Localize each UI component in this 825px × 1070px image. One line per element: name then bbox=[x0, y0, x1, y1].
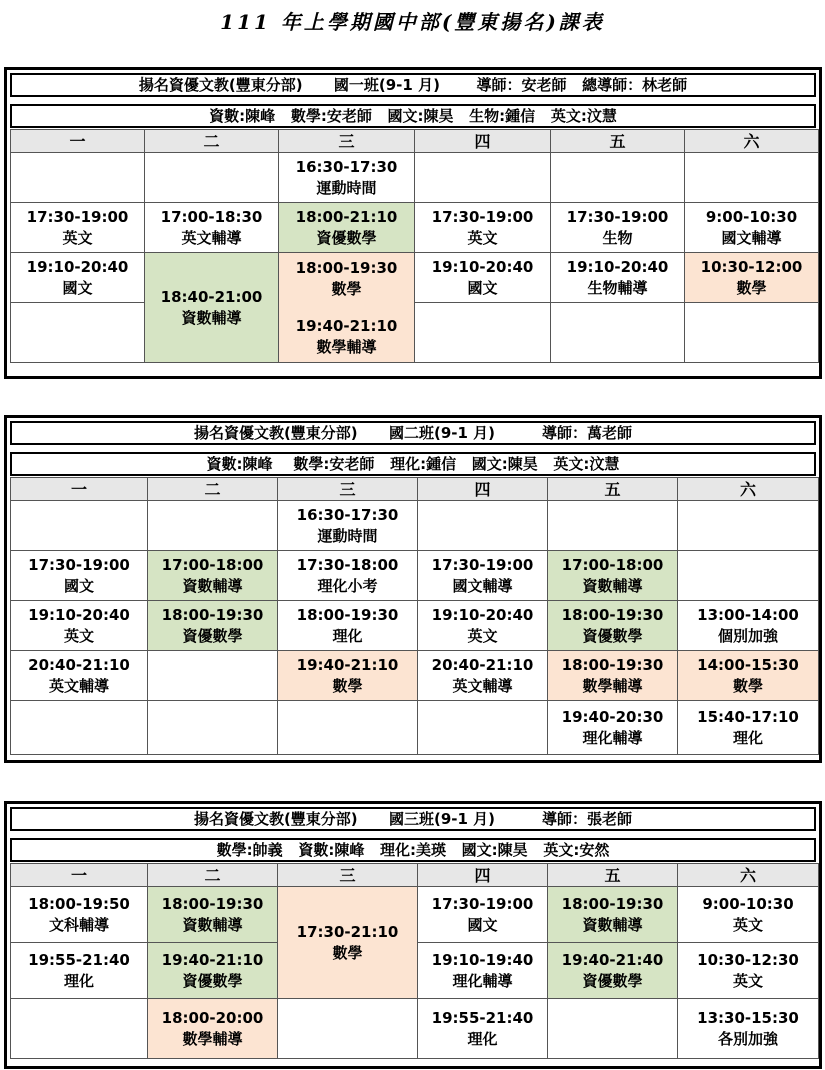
day-header: 二 bbox=[148, 478, 278, 501]
time-range: 17:30-19:00 bbox=[26, 207, 129, 226]
class-cell bbox=[678, 701, 819, 755]
time-range: 19:10-20:40 bbox=[26, 257, 129, 276]
day-header: 五 bbox=[551, 130, 685, 153]
class-cell bbox=[415, 253, 551, 303]
subject-name: 生物輔導 bbox=[587, 278, 648, 297]
class-cell bbox=[279, 153, 415, 203]
time-range: 18:00-19:30 bbox=[561, 605, 664, 624]
subject-name: 數學 bbox=[331, 279, 362, 298]
time-range: 20:40-21:10 bbox=[28, 655, 130, 674]
class-cell bbox=[145, 203, 279, 253]
time-range: 19:40-21:40 bbox=[561, 950, 664, 969]
subject-name: 國文 bbox=[62, 278, 93, 297]
class-cell bbox=[418, 501, 548, 551]
day-header: 六 bbox=[678, 864, 819, 887]
class-header: 揚名資優文教(豐東分部) 國二班(9-1 月) 導師：萬老師 bbox=[10, 421, 816, 445]
subject-name: 資優數學 bbox=[182, 971, 243, 990]
day-header: 四 bbox=[415, 130, 551, 153]
class-header: 揚名資優文教(豐東分部) 國三班(9-1 月) 導師：張老師 bbox=[10, 807, 816, 831]
time-range: 17:00-18:00 bbox=[161, 555, 264, 574]
class-cell bbox=[11, 887, 148, 943]
class-cell bbox=[148, 551, 278, 601]
class-cell bbox=[148, 701, 278, 755]
day-header: 一 bbox=[11, 130, 145, 153]
class-cell bbox=[551, 203, 685, 253]
time-range: 19:40-21:10 bbox=[296, 655, 399, 674]
subject-name: 運動時間 bbox=[317, 526, 378, 545]
class-cell bbox=[685, 303, 819, 363]
class-cell bbox=[11, 601, 148, 651]
day-header: 一 bbox=[11, 478, 148, 501]
class-cell bbox=[418, 601, 548, 651]
time-range: 17:30-19:00 bbox=[431, 207, 534, 226]
time-range: 13:30-15:30 bbox=[697, 1008, 799, 1027]
time-row bbox=[11, 999, 819, 1059]
subject-name: 數學 bbox=[736, 278, 767, 297]
subject-name: 資優數學 bbox=[582, 626, 643, 645]
time-row bbox=[11, 651, 819, 701]
time-range: 19:55-21:40 bbox=[431, 1008, 534, 1027]
class-cell bbox=[278, 999, 418, 1059]
time-range: 18:00-19:30 bbox=[161, 894, 264, 913]
class-cell bbox=[678, 551, 819, 601]
class-cell bbox=[418, 701, 548, 755]
teacher-roster: 資數:陳峰 數學:安老師 理化:鍾信 國文:陳昊 英文:汶慧 bbox=[10, 452, 816, 476]
subject-name: 英文 bbox=[63, 626, 94, 645]
subject-name: 個別加強 bbox=[717, 626, 778, 645]
class-cell bbox=[11, 551, 148, 601]
time-range: 19:40-21:10 bbox=[161, 950, 264, 969]
timetable-grid bbox=[10, 477, 819, 755]
day-header: 六 bbox=[685, 130, 819, 153]
time-row bbox=[11, 551, 819, 601]
teacher-roster: 資數:陳峰 數學:安老師 國文:陳昊 生物:鍾信 英文:汶慧 bbox=[10, 104, 816, 128]
class-cell bbox=[278, 887, 418, 999]
class-cell bbox=[418, 943, 548, 999]
subject-name: 國文輔導 bbox=[721, 228, 782, 247]
subject-name: 數學輔導 bbox=[316, 337, 377, 356]
teacher-roster: 數學:帥義 資數:陳峰 理化:美瑛 國文:陳昊 英文:安然 bbox=[10, 838, 816, 862]
class-cell bbox=[551, 153, 685, 203]
time-range: 19:10-20:40 bbox=[431, 257, 534, 276]
time-range: 9:00-10:30 bbox=[702, 894, 794, 913]
timetable-grid bbox=[10, 129, 819, 363]
subject-name: 國文 bbox=[63, 576, 94, 595]
subject-name: 運動時間 bbox=[316, 178, 377, 197]
class-cell bbox=[685, 253, 819, 303]
subject-name: 數學 bbox=[332, 943, 363, 962]
time-range: 20:40-21:10 bbox=[431, 655, 534, 674]
subject-name: 數學輔導 bbox=[182, 1029, 243, 1048]
day-header: 三 bbox=[278, 478, 418, 501]
class-cell bbox=[278, 701, 418, 755]
time-range: 18:00-19:30 bbox=[295, 258, 398, 277]
class-cell bbox=[148, 943, 278, 999]
class-cell bbox=[548, 601, 678, 651]
class-cell bbox=[418, 999, 548, 1059]
time-range: 16:30-17:30 bbox=[295, 157, 398, 176]
class-cell bbox=[11, 153, 145, 203]
time-row bbox=[11, 203, 819, 253]
subject-name: 資優數學 bbox=[182, 626, 243, 645]
time-range: 17:00-18:00 bbox=[561, 555, 664, 574]
class-cell bbox=[278, 551, 418, 601]
time-range: 18:00-19:30 bbox=[161, 605, 264, 624]
class-cell bbox=[148, 999, 278, 1059]
class-cell bbox=[685, 153, 819, 203]
time-range: 19:10-19:40 bbox=[431, 950, 534, 969]
class-cell bbox=[11, 701, 148, 755]
class-cell bbox=[548, 651, 678, 701]
class-cell bbox=[11, 303, 145, 363]
time-row bbox=[11, 601, 819, 651]
time-range: 18:00-20:00 bbox=[161, 1008, 264, 1027]
subject-name: 理化小考 bbox=[317, 576, 378, 595]
subject-name: 理化 bbox=[732, 728, 763, 747]
class-cell bbox=[415, 153, 551, 203]
time-range: 19:40-20:30 bbox=[561, 707, 664, 726]
subject-name: 理化 bbox=[332, 626, 363, 645]
class-cell bbox=[551, 303, 685, 363]
subject-name: 英文 bbox=[732, 915, 763, 934]
day-header: 五 bbox=[548, 864, 678, 887]
time-row bbox=[11, 501, 819, 551]
page-title: 111 年上學期國中部(豐東揚名)課表 bbox=[220, 10, 605, 34]
subject-name: 理化 bbox=[63, 971, 94, 990]
class-cell bbox=[11, 651, 148, 701]
time-range: 10:30-12:30 bbox=[697, 950, 799, 969]
class-cell bbox=[148, 501, 278, 551]
time-range: 17:30-19:00 bbox=[566, 207, 669, 226]
class-header: 揚名資優文教(豐東分部) 國一班(9-1 月) 導師：安老師 總導師：林老師 bbox=[10, 73, 816, 97]
subject-name: 英文輔導 bbox=[48, 676, 109, 695]
subject-name: 國文 bbox=[467, 278, 498, 297]
class-slot bbox=[279, 258, 414, 300]
time-range: 16:30-17:30 bbox=[296, 505, 399, 524]
subject-name: 理化輔導 bbox=[582, 728, 643, 747]
class-cell bbox=[551, 253, 685, 303]
subject-name: 文科輔導 bbox=[48, 915, 109, 934]
schedule-grade-2 bbox=[4, 415, 822, 763]
class-cell bbox=[678, 651, 819, 701]
class-cell bbox=[278, 651, 418, 701]
class-cell bbox=[145, 253, 279, 363]
time-range: 18:00-21:10 bbox=[295, 207, 398, 226]
subject-name: 國文 bbox=[467, 915, 498, 934]
class-cell bbox=[678, 999, 819, 1059]
subject-name: 理化輔導 bbox=[452, 971, 513, 990]
day-header: 四 bbox=[418, 478, 548, 501]
class-cell bbox=[548, 551, 678, 601]
class-cell bbox=[148, 601, 278, 651]
day-header: 一 bbox=[11, 864, 148, 887]
time-row bbox=[11, 153, 819, 203]
day-header: 三 bbox=[278, 864, 418, 887]
time-range: 17:30-19:00 bbox=[431, 555, 534, 574]
time-range: 9:00-10:30 bbox=[705, 207, 798, 226]
time-range: 17:30-21:10 bbox=[296, 922, 399, 941]
time-range: 19:40-21:10 bbox=[295, 316, 398, 335]
class-cell bbox=[278, 601, 418, 651]
day-header: 三 bbox=[279, 130, 415, 153]
class-cell bbox=[415, 303, 551, 363]
day-header: 二 bbox=[145, 130, 279, 153]
subject-name: 數學輔導 bbox=[582, 676, 643, 695]
class-cell bbox=[548, 887, 678, 943]
subject-name: 各別加強 bbox=[717, 1029, 778, 1048]
time-range: 18:40-21:00 bbox=[160, 287, 263, 306]
class-cell bbox=[11, 203, 145, 253]
subject-name: 資數輔導 bbox=[182, 576, 243, 595]
class-cell bbox=[548, 501, 678, 551]
day-header: 二 bbox=[148, 864, 278, 887]
class-cell bbox=[278, 501, 418, 551]
class-slot bbox=[279, 316, 414, 358]
time-range: 17:30-19:00 bbox=[431, 894, 534, 913]
subject-name: 英文 bbox=[62, 228, 93, 247]
class-cell bbox=[148, 651, 278, 701]
time-range: 10:30-12:00 bbox=[700, 257, 803, 276]
subject-name: 理化 bbox=[467, 1029, 498, 1048]
class-cell bbox=[678, 501, 819, 551]
day-header: 五 bbox=[548, 478, 678, 501]
time-range: 19:10-20:40 bbox=[566, 257, 669, 276]
subject-name: 國文輔導 bbox=[452, 576, 513, 595]
subject-name: 資數輔導 bbox=[582, 915, 643, 934]
class-cell bbox=[145, 153, 279, 203]
class-cell bbox=[11, 501, 148, 551]
class-cell bbox=[678, 601, 819, 651]
day-header: 六 bbox=[678, 478, 819, 501]
time-row bbox=[11, 701, 819, 755]
subject-name: 數學 bbox=[732, 676, 763, 695]
subject-name: 資數輔導 bbox=[182, 915, 243, 934]
subject-name: 生物 bbox=[602, 228, 633, 247]
subject-name: 資數輔導 bbox=[181, 308, 242, 327]
subject-name: 英文 bbox=[467, 228, 498, 247]
day-header: 四 bbox=[418, 864, 548, 887]
subject-name: 英文 bbox=[467, 626, 498, 645]
subject-name: 資數輔導 bbox=[582, 576, 643, 595]
time-row bbox=[11, 253, 819, 303]
class-cell bbox=[11, 999, 148, 1059]
class-cell bbox=[678, 887, 819, 943]
subject-name: 英文輔導 bbox=[452, 676, 513, 695]
time-range: 18:00-19:50 bbox=[28, 894, 130, 913]
subject-name: 英文輔導 bbox=[181, 228, 242, 247]
timetable-grid bbox=[10, 863, 819, 1059]
class-cell bbox=[685, 203, 819, 253]
class-cell bbox=[418, 551, 548, 601]
class-cell bbox=[279, 253, 415, 363]
time-row bbox=[11, 887, 819, 943]
schedule-grade-3 bbox=[4, 801, 822, 1069]
time-range: 18:00-19:30 bbox=[561, 655, 664, 674]
time-range: 17:30-18:00 bbox=[296, 555, 399, 574]
class-cell bbox=[548, 943, 678, 999]
class-cell bbox=[548, 701, 678, 755]
time-range: 19:55-21:40 bbox=[28, 950, 130, 969]
time-range: 18:00-19:30 bbox=[561, 894, 664, 913]
time-range: 17:30-19:00 bbox=[28, 555, 130, 574]
time-range: 18:00-19:30 bbox=[296, 605, 399, 624]
subject-name: 資優數學 bbox=[582, 971, 643, 990]
subject-name: 資優數學 bbox=[316, 228, 377, 247]
time-range: 17:00-18:30 bbox=[160, 207, 263, 226]
time-range: 13:00-14:00 bbox=[697, 605, 799, 624]
subject-name: 英文 bbox=[732, 971, 763, 990]
class-cell bbox=[418, 887, 548, 943]
class-cell bbox=[279, 203, 415, 253]
class-cell bbox=[11, 943, 148, 999]
time-range: 19:10-20:40 bbox=[28, 605, 130, 624]
time-row bbox=[11, 303, 819, 363]
class-cell bbox=[678, 943, 819, 999]
time-range: 15:40-17:10 bbox=[697, 707, 799, 726]
schedule-grade-1 bbox=[4, 67, 822, 379]
class-cell bbox=[418, 651, 548, 701]
class-cell bbox=[415, 203, 551, 253]
time-range: 14:00-15:30 bbox=[697, 655, 799, 674]
class-cell bbox=[148, 887, 278, 943]
class-cell bbox=[548, 999, 678, 1059]
subject-name: 數學 bbox=[332, 676, 363, 695]
time-range: 19:10-20:40 bbox=[431, 605, 534, 624]
class-cell bbox=[11, 253, 145, 303]
